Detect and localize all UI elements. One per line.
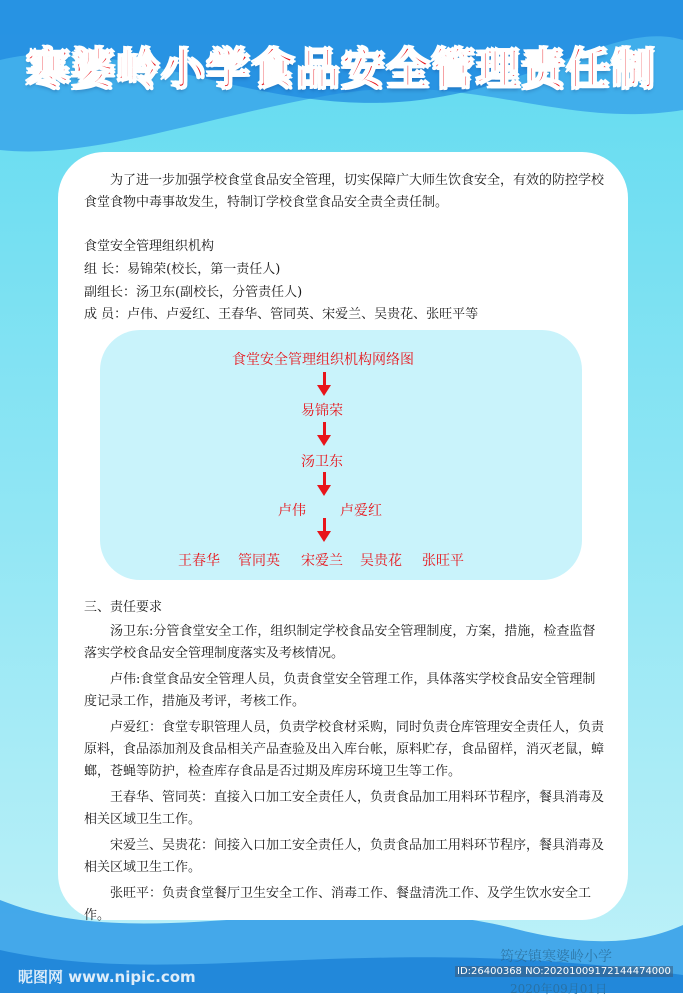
- org-leader: 组 长：易锦荣(校长，第一责任人): [84, 262, 281, 277]
- chart-level3-item: 卢爱红: [340, 503, 382, 519]
- chart-level4-item: 吴贵花: [360, 553, 402, 569]
- responsibility-item: 宋爱兰、吴贵花：间接入口加工安全责任人，负责食品加工用料环节程序，餐具消毒及相关区域卫生工作。: [84, 838, 605, 875]
- responsibility-item: 卢爱红：食堂专职管理人员，负责学校食材采购，同时负责仓库管理安全责任人，负责原料，食品添加剂及食品相关产品查验及出入库台帐，原料贮存，食品留样，消灭老鼠，蟑螂，苍蝇等防护，检查库存食品是否过期及库房环境卫生等工作。: [84, 720, 605, 779]
- footer-school-name: 筠安镇寒婆岭小学: [500, 949, 612, 965]
- responsibilities-heading: 三、责任要求: [84, 600, 163, 615]
- responsibility-item: 卢伟:食堂食品安全管理人员，负责食堂安全管理工作，具体落实学校食品安全管理制度记录工作，措施及考评，考核工作。: [84, 672, 596, 709]
- org-deputy: 副组长：汤卫东(副校长，分管责任人): [84, 285, 303, 300]
- watermark-id: ID:26400368 NO:20201009172144474000: [457, 966, 671, 977]
- responsibility-item: 张旺平：负责食堂餐厅卫生安全工作、消毒工作、餐盘清洗工作、及学生饮水安全工作。: [84, 886, 592, 923]
- chart-level4-item: 宋爱兰: [301, 553, 343, 569]
- responsibility-item: 王春华、管同英：直接入口加工安全责任人，负责食品加工用料环节程序，餐具消毒及相关区域卫生工作。: [84, 790, 605, 827]
- chart-level2: 汤卫东: [301, 454, 343, 470]
- chart-level4-item: 管同英: [238, 553, 280, 569]
- org-chart-title: 食堂安全管理组织机构网络图: [232, 352, 414, 368]
- page-title: 寒婆岭小学食品安全管理责任制: [26, 45, 657, 95]
- responsibility-item: 汤卫东:分管食堂安全工作，组织制定学校食品安全管理制度，方案，措施，检查监督落实学校食品安全管理制度落实及考核情况。: [84, 624, 596, 661]
- org-members: 成 员：卢伟、卢爱红、王春华、管同英、宋爱兰、吴贵花、张旺平等: [84, 307, 479, 322]
- org-heading: 食堂安全管理组织机构: [84, 239, 215, 254]
- watermark-site: 昵图网 www.nipic.com: [18, 968, 196, 986]
- chart-level4-item: 王春华: [178, 553, 220, 569]
- chart-level4-item: 张旺平: [422, 553, 464, 569]
- chart-level3-item: 卢伟: [278, 503, 306, 519]
- intro-paragraph: 为了进一步加强学校食堂食品安全管理，切实保障广大师生饮食安全，有效的防控学校食堂食物中毒事故发生，特制订学校食堂食品安全责全责任制。: [84, 173, 605, 210]
- footer-date: 2020年09月01日: [510, 982, 608, 996]
- chart-level1: 易锦荣: [301, 403, 343, 419]
